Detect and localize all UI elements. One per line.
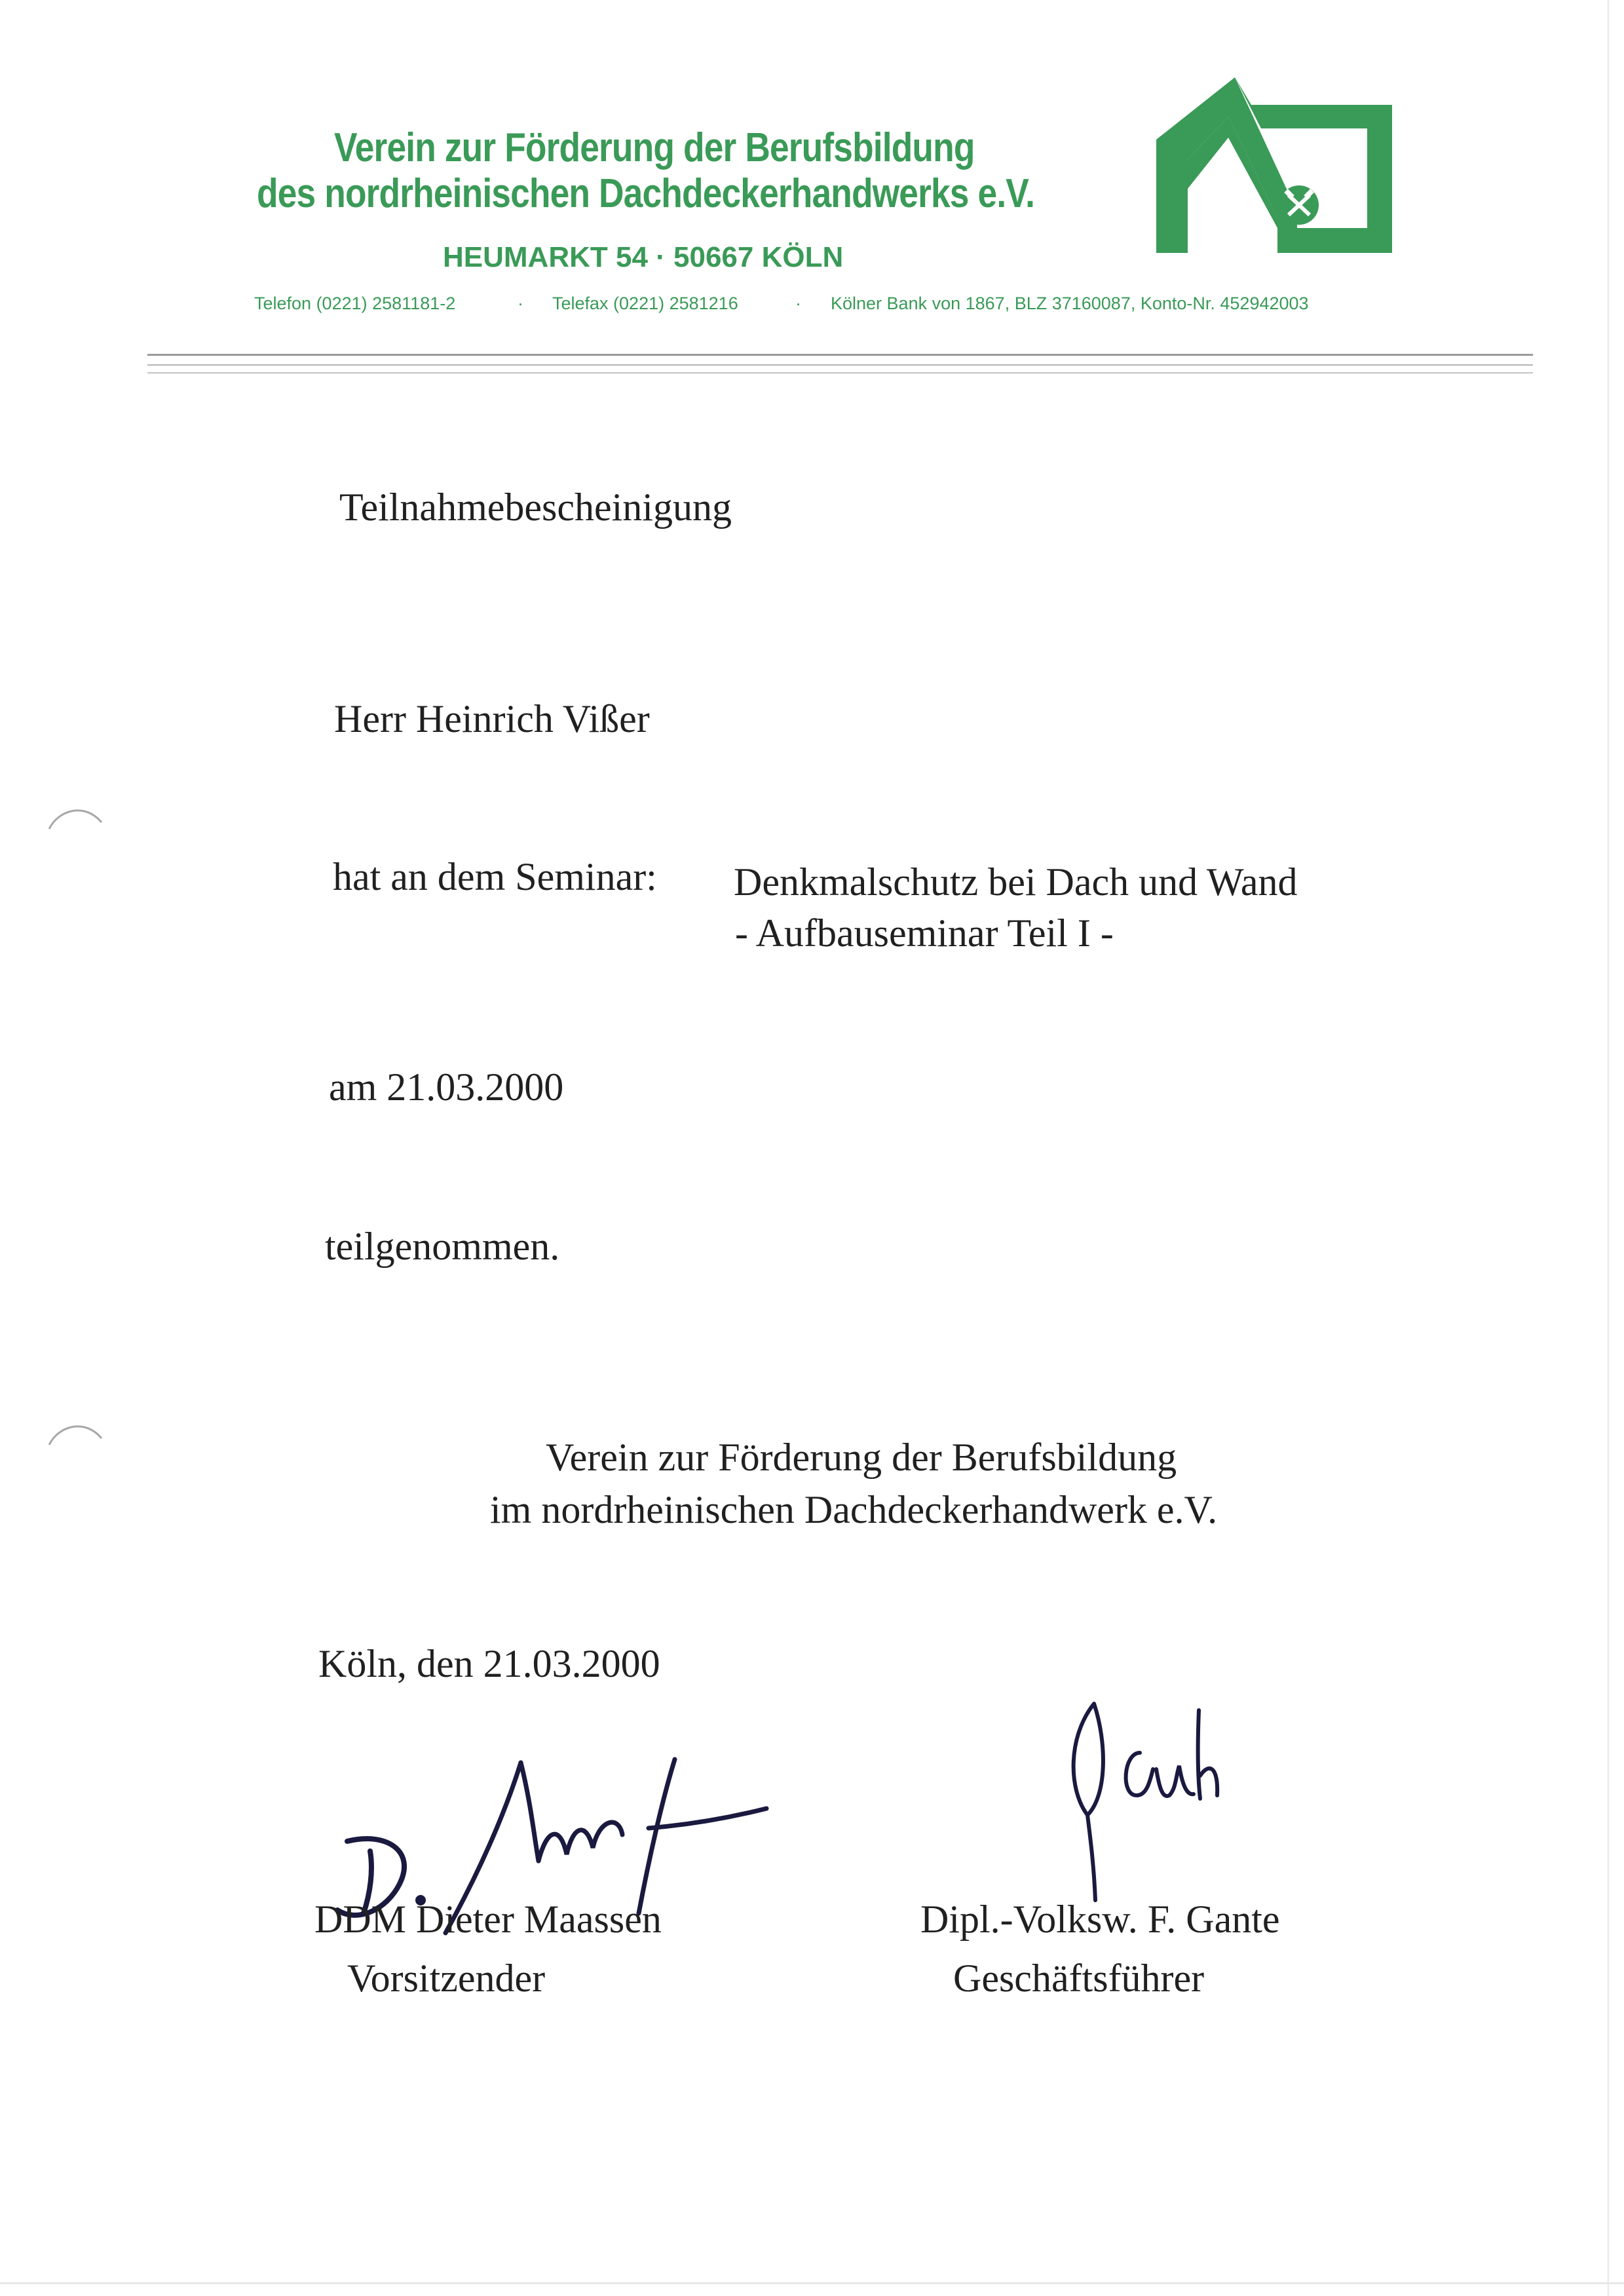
signatory-left-role: Vorsitzender [347,1957,546,2000]
punch-hole-mark [39,1415,111,1455]
telefax-number: Telefax (0221) 2581216 [552,294,738,313]
header-rule-thin [147,372,1533,373]
contact-separator: · [795,294,801,313]
page-edge [0,2282,1624,2284]
issuer-line1: Verein zur Förderung der Berufsbildung [546,1436,1177,1479]
signatory-right-role: Geschäftsführer [953,1957,1205,2000]
signatory-right-name: Dipl.-Volksw. F. Gante [920,1898,1280,1941]
punch-hole-mark [39,799,111,839]
seminar-name: Denkmalschutz bei Dach und Wand [734,860,1298,904]
participant-name: Herr Heinrich Vißer [334,697,650,740]
header-rule [147,354,1533,356]
signature-gante [1042,1691,1251,1907]
org-name-line2: des nordrheinischen Dachdeckerhandwerks e.V. [257,171,1035,216]
telefon-number: Telefon (0221) 2581181-2 [254,294,456,313]
signatory-left-name: DDM Dieter Maassen [314,1898,662,1941]
closing-text: teilgenommen. [325,1225,560,1268]
place-date: Köln, den 21.03.2000 [318,1642,660,1685]
seminar-date: am 21.03.2000 [329,1065,564,1109]
seminar-subtitle: - Aufbauseminar Teil I - [735,911,1114,955]
org-address: HEUMARKT 54 · 50667 KÖLN [443,241,844,273]
contact-separator: · [518,294,523,313]
house-roofer-hammers-logo-icon [1156,77,1392,258]
certificate-title: Teilnahmebescheinigung [339,486,732,529]
header-rule-thin [147,364,1533,366]
page-edge [1607,0,1610,2296]
org-name-line1: Verein zur Förderung der Berufsbildung [334,125,975,170]
bank-details: Kölner Bank von 1867, BLZ 37160087, Konto-Nr. 452942003 [831,294,1309,313]
seminar-label: hat an dem Seminar: [333,855,657,898]
issuer-line2: im nordrheinischen Dachdeckerhandwerk e.V. [490,1488,1218,1531]
